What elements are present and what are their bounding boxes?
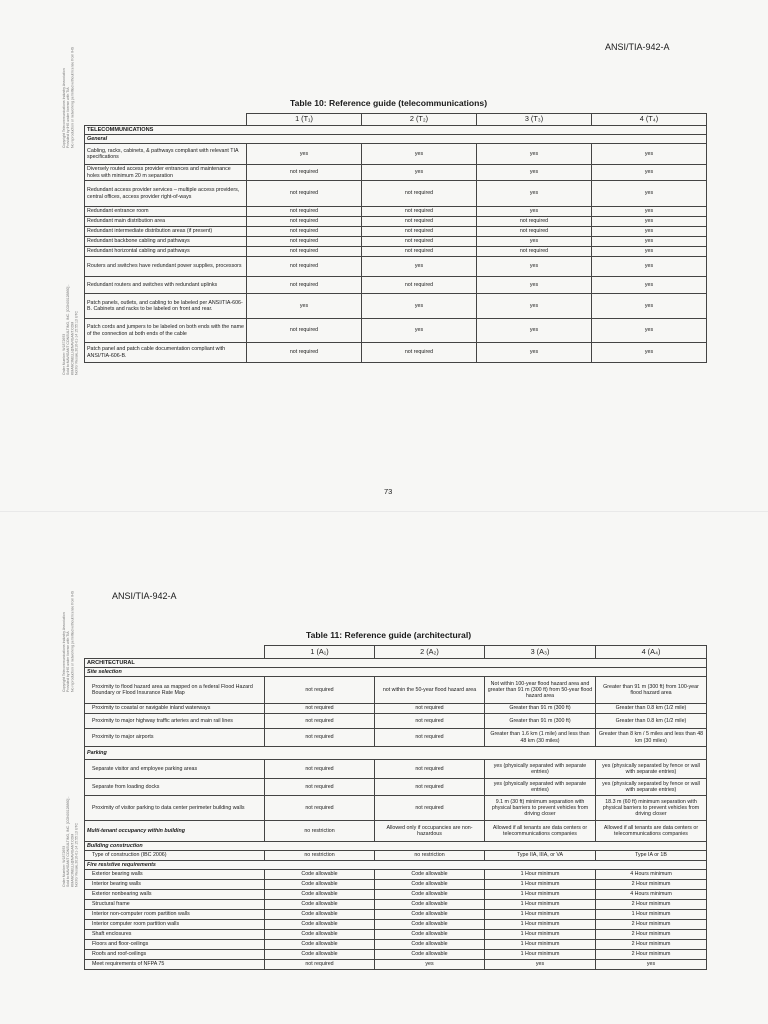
tier-value-cell: Code allowable [375,900,485,910]
tier-value-cell: not required [265,960,375,970]
row-label: Proximity to major highway traffic arteries and main rail lines [85,714,265,729]
tier-value-cell: 9.1 m (30 ft) minimum separation with physical barriers to prevent vehicles from driving closer [485,796,596,821]
tier-value-cell: no restriction [375,851,485,861]
tier-value-cell: 1 Hour minimum [485,910,596,920]
subsection-row [85,861,707,870]
row-label: Interior non-computer room partition walls [85,910,265,920]
tier-value-cell: not required [265,796,375,821]
tier-value-cell: yes [477,207,592,217]
tier-value-cell: yes [485,960,596,970]
tier-value-cell: yes [247,144,362,165]
tier-value-cell: not required [362,237,477,247]
tier-value-cell: 1 Hour minimum [485,880,596,890]
tier-value-cell: yes [362,257,477,277]
tier-value-cell: Code allowable [265,870,375,880]
tier-value-cell: Not within 100-year flood hazard area and greater than 91 m (300 ft) from 50-year flood hazard area [485,677,596,704]
row-label: Proximity of visitor parking to data center perimeter building walls [85,796,265,821]
row-label: Redundant horizontal cabling and pathways [85,247,247,257]
subsection-heading: Parking [85,747,707,760]
row-label: Floors and floor-ceilings [85,940,265,950]
tier-value-cell: Code allowable [375,950,485,960]
telecommunications-reference-table [84,113,707,363]
row-label: Exterior bearing walls [85,870,265,880]
tier-value-cell: not required [362,343,477,363]
tier-value-cell: Code allowable [375,920,485,930]
tier-value-cell: 2 Hour minimum [596,930,707,940]
row-label: Roofs and roof-ceilings [85,950,265,960]
row-label: Exterior nonbearing walls [85,890,265,900]
subsection-heading: Fire resistive requirements [85,861,707,870]
table-row [85,207,707,217]
tier-value-cell: Greater than 1.6 km (1 mile) and less than 48 km (30 miles) [485,729,596,747]
table-row [85,165,707,181]
document-page-74 [0,512,768,1024]
copyright-notice: Copyright Telecommunications Industry Association Provided by IHS under license with TIA No reproduction or networking permitted without license from IHS [62,590,75,692]
tier-value-cell: Greater than 91 m (300 ft) [485,704,596,714]
tier-value-cell: not required [247,277,362,294]
copyright-notice: Copyright Telecommunications Industry Association Provided by IHS under license with TIA No reproduction or networking permitted without license from IHS [62,46,75,148]
tier-value-cell: Code allowable [375,940,485,950]
row-label: Redundant routers and switches with redundant uplinks [85,277,247,294]
tier-value-cell: 1 Hour minimum [485,930,596,940]
tier-value-cell: not required [247,319,362,343]
tier-value-cell: yes [592,217,707,227]
tier-value-cell: 2 Hour minimum [596,950,707,960]
tier-value-cell: yes [592,319,707,343]
tier-value-cell: Code allowable [265,880,375,890]
tier-value-cell: yes [375,960,485,970]
column-header-row [85,646,707,659]
tier-value-cell: not required [375,714,485,729]
column-header: 1 (T₁) [247,114,362,126]
table-row [85,940,707,950]
tier-value-cell: 1 Hour minimum [485,940,596,950]
table-row [85,890,707,900]
tier-value-cell: Code allowable [265,890,375,900]
tier-value-cell: yes [362,165,477,181]
row-label: Proximity to major airports [85,729,265,747]
corner-cell [85,114,247,126]
corner-cell [85,646,265,659]
page-number: 73 [384,487,393,496]
tier-value-cell: 2 Hour minimum [596,940,707,950]
section-heading: TELECOMMUNICATIONS [85,126,707,135]
tier-value-cell: yes (physically separated by fence or wall with separate entries) [596,779,707,796]
tier-value-cell: 1 Hour minimum [485,870,596,880]
tier-value-cell: yes (physically separated by fence or wall with separate entries) [596,760,707,779]
table-row [85,870,707,880]
tier-value-cell: not required [362,227,477,237]
tier-value-cell: Allowed only if occupancies are non-hazardous [375,821,485,842]
tier-value-cell: 1 Hour minimum [596,910,707,920]
tier-value-cell: yes [477,237,592,247]
tier-value-cell: Greater than 0.8 km (1/2 mile) [596,714,707,729]
subsection-row [85,842,707,851]
tier-value-cell: not required [375,704,485,714]
tier-value-cell: yes [477,144,592,165]
tier-value-cell: not required [362,277,477,294]
page-header: ANSI/TIA-942-A [605,42,670,52]
tier-value-cell: 2 Hour minimum [596,880,707,890]
tier-value-cell: yes [592,294,707,319]
table-row [85,181,707,207]
row-label: Type of construction (IBC 2006) [85,851,265,861]
tier-value-cell: not required [375,729,485,747]
column-header: 4 (T₄) [592,114,707,126]
tier-value-cell: not required [265,779,375,796]
tier-value-cell: not required [362,207,477,217]
tier-value-cell: yes [592,181,707,207]
tier-value-cell: yes [477,319,592,343]
tier-value-cell: not required [477,227,592,237]
row-label: Proximity to flood hazard area as mapped on a federal Flood Hazard Boundary or Flood Insurance Rate Map [85,677,265,704]
subsection-row [85,135,707,144]
table-row [85,851,707,861]
row-label: Diversely routed access provider entrances and maintenance holes with minimum 20 m separation [85,165,247,181]
tier-value-cell: no restriction [265,851,375,861]
tier-value-cell: Code allowable [265,930,375,940]
tier-value-cell: 1 Hour minimum [485,900,596,910]
tier-value-cell: yes (physically separated with separate entries) [485,779,596,796]
subsection-heading: Site selection [85,668,707,677]
table-row [85,277,707,294]
tier-value-cell: 1 Hour minimum [485,920,596,930]
row-label: Separate visitor and employee parking areas [85,760,265,779]
tier-value-cell: Greater than 91 m (300 ft) from 100-year flood hazard area [596,677,707,704]
tier-value-cell: not required [265,704,375,714]
tier-value-cell: not required [247,247,362,257]
tier-value-cell: 2 Hour minimum [596,920,707,930]
table-row [85,900,707,910]
license-notice: Order Number: W1872693 Sold to:NAVIGANT CONSULTING, INC. [CON00128860] - KMANCINELLI@NAVIGANT.COM Not for Resale,2016-01-14 15:55:13 UTC [62,796,79,887]
tier-value-cell: yes [362,144,477,165]
table-row [85,237,707,247]
tier-value-cell: Allowed if all tenants are data centers or telecommunications companies [596,821,707,842]
tier-value-cell: Code allowable [265,910,375,920]
tier-value-cell: 4 Hours minimum [596,890,707,900]
tier-value-cell: not required [477,247,592,257]
tier-value-cell: yes [592,237,707,247]
tier-value-cell: not required [477,217,592,227]
column-header: 4 (A₄) [596,646,707,659]
column-header: 3 (T₃) [477,114,592,126]
tier-value-cell: not required [265,729,375,747]
table-row [85,704,707,714]
page-header: ANSI/TIA-942-A [112,591,177,601]
row-label: Multi-tenant occupancy within building [85,821,265,842]
table-row [85,910,707,920]
tier-value-cell: Code allowable [375,880,485,890]
tier-value-cell: Type IA or 1B [596,851,707,861]
tier-value-cell: Greater than 91 m (300 ft) [485,714,596,729]
tier-value-cell: yes [592,257,707,277]
tier-value-cell: not required [247,165,362,181]
tier-value-cell: not required [362,247,477,257]
table-row [85,343,707,363]
row-label: Separate from loading docks [85,779,265,796]
subsection-heading: General [85,135,707,144]
tier-value-cell: yes [592,165,707,181]
tier-value-cell: 18.3 m (60 ft) minimum separation with physical barriers to prevent vehicles from driving closer [596,796,707,821]
tier-value-cell: yes [477,343,592,363]
row-label: Redundant access provider services – multiple access providers, central offices, access provider right-of-ways [85,181,247,207]
subsection-heading: Building construction [85,842,707,851]
column-header-row [85,114,707,126]
section-row [85,659,707,668]
tier-value-cell: not required [247,217,362,227]
tier-value-cell: not required [362,217,477,227]
table-row [85,144,707,165]
tier-value-cell: 2 Hour minimum [596,900,707,910]
tier-value-cell: Greater than 0.8 km (1/2 mile) [596,704,707,714]
subsection-row [85,668,707,677]
table-row [85,677,707,704]
tier-value-cell: not required [247,257,362,277]
table-row [85,319,707,343]
tier-value-cell: Allowed if all tenants are data centers or telecommunications companies [485,821,596,842]
tier-value-cell: Code allowable [265,920,375,930]
column-header: 3 (A₃) [485,646,596,659]
tier-value-cell: yes [362,319,477,343]
table-row [85,227,707,237]
column-header: 1 (A₁) [265,646,375,659]
subsection-row [85,747,707,760]
table-row [85,821,707,842]
tier-value-cell: yes [477,165,592,181]
tier-value-cell: not required [247,227,362,237]
tier-value-cell: yes [592,343,707,363]
table-row [85,217,707,227]
tier-value-cell: yes [592,277,707,294]
tier-value-cell: yes (physically separated with separate entries) [485,760,596,779]
tier-value-cell: not required [247,237,362,247]
table-row [85,257,707,277]
row-label: Routers and switches have redundant power supplies, processors [85,257,247,277]
row-label: Proximity to coastal or navigable inland waterways [85,704,265,714]
architectural-reference-table [84,645,707,970]
table-row [85,960,707,970]
row-label: Patch panels, outlets, and cabling to be labeled per ANSI/TIA-606-B. Cabinets and racks to be labeled on front and rear. [85,294,247,319]
tier-value-cell: not required [265,677,375,704]
tier-value-cell: yes [592,207,707,217]
column-header: 2 (T₂) [362,114,477,126]
column-header: 2 (A₂) [375,646,485,659]
tier-value-cell: Code allowable [375,930,485,940]
tier-value-cell: Code allowable [265,950,375,960]
table-title: Table 11: Reference guide (architectural) [306,630,472,640]
table-title: Table 10: Reference guide (telecommunications) [290,98,488,108]
tier-value-cell: yes [592,144,707,165]
tier-value-cell: not required [362,181,477,207]
tier-value-cell: not required [265,714,375,729]
tier-value-cell: no restriction [265,821,375,842]
tier-value-cell: yes [362,294,477,319]
row-label: Redundant main distribution area [85,217,247,227]
tier-value-cell: not required [375,796,485,821]
tier-value-cell: not required [247,207,362,217]
tier-value-cell: not required [247,343,362,363]
section-heading: ARCHITECTURAL [85,659,707,668]
table-row [85,920,707,930]
tier-value-cell: not required [265,760,375,779]
table-row [85,779,707,796]
tier-value-cell: yes [592,227,707,237]
section-row [85,126,707,135]
tier-value-cell: Code allowable [375,870,485,880]
tier-value-cell: yes [477,257,592,277]
row-label: Cabling, racks, cabinets, & pathways compliant with relevant TIA specifications [85,144,247,165]
tier-value-cell: yes [477,277,592,294]
row-label: Interior computer room partition walls [85,920,265,930]
table-row [85,294,707,319]
license-notice: Order Number: W1872693 Sold to:NAVIGANT CONSULTING, INC. [CON00128860] - KMANCINELLI@NAVIGANT.COM Not for Resale,2016-01-14 15:55:13 UTC [62,284,79,375]
row-label: Redundant backbone cabling and pathways [85,237,247,247]
tier-value-cell: not required [375,779,485,796]
tier-value-cell: Greater than 8 km / 5 miles and less than 48 km (30 miles) [596,729,707,747]
tier-value-cell: Code allowable [265,940,375,950]
table-row [85,950,707,960]
tier-value-cell: Code allowable [375,890,485,900]
tier-value-cell: Code allowable [265,900,375,910]
table-row [85,247,707,257]
tier-value-cell: yes [247,294,362,319]
table-row [85,796,707,821]
tier-value-cell: yes [592,247,707,257]
tier-value-cell: not required [247,181,362,207]
tier-value-cell: 1 Hour minimum [485,950,596,960]
row-label: Patch cords and jumpers to be labeled on both ends with the name of the connection at both ends of the cable [85,319,247,343]
tier-value-cell: yes [477,294,592,319]
tier-value-cell: not required [375,760,485,779]
tier-value-cell: yes [477,181,592,207]
tier-value-cell: Code allowable [375,910,485,920]
table-row [85,714,707,729]
row-label: Interior bearing walls [85,880,265,890]
tier-value-cell: 4 Hours minimum [596,870,707,880]
row-label: Patch panel and patch cable documentation compliant with ANSI/TIA-606-B. [85,343,247,363]
tier-value-cell: Type IIA, IIIA, or VA [485,851,596,861]
row-label: Redundant intermediate distribution areas (if present) [85,227,247,237]
row-label: Structural frame [85,900,265,910]
tier-value-cell: not within the 50-year flood hazard area [375,677,485,704]
row-label: Meet requirements of NFPA 75 [85,960,265,970]
table-row [85,930,707,940]
tier-value-cell: yes [596,960,707,970]
row-label: Redundant entrance room [85,207,247,217]
table-row [85,729,707,747]
tier-value-cell: 1 Hour minimum [485,890,596,900]
table-row [85,880,707,890]
table-row [85,760,707,779]
row-label: Shaft enclosures [85,930,265,940]
